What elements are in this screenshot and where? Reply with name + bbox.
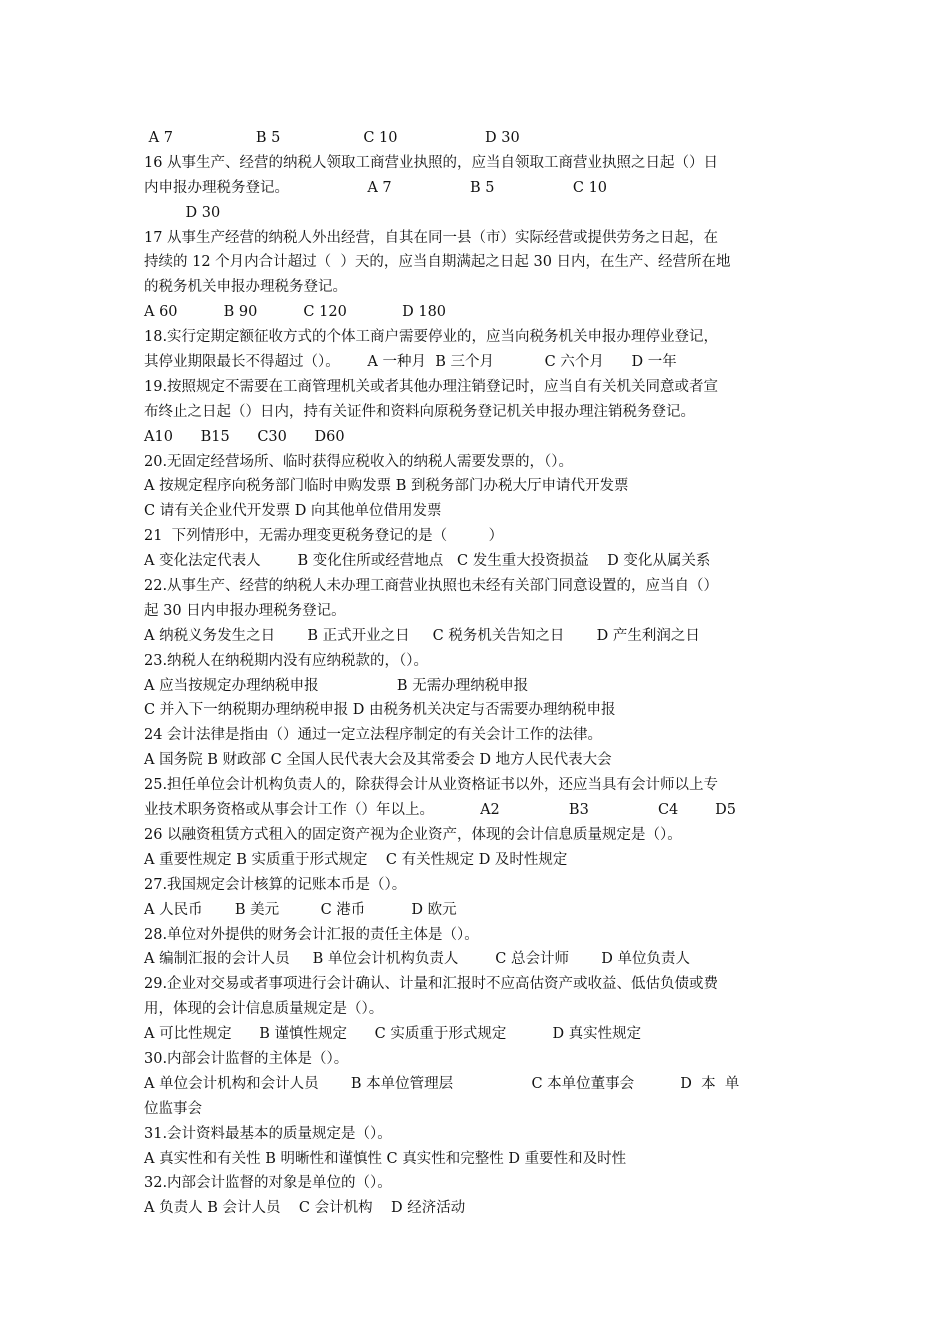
question-18-cont: 其停业期限最长不得超过（）。 A 一种月 B 三个月 C 六个月 D 一年 xyxy=(144,354,677,371)
question-19: 19.按照规定不需要在工商管理机关或者其他办理注销登记时，应当自有关机关同意或者宣 xyxy=(144,378,719,395)
question-25: 25.担任单位会计机构负责人的，除获得会计从业资格证书以外，还应当具有会计师以上专 xyxy=(144,777,719,794)
answer-option-16-d: D 30 xyxy=(144,204,221,221)
question-23: 23.纳税人在纳税期内没有应纳税款的，（）。 xyxy=(144,652,429,669)
question-24: 24 会计法律是指由（）通过一定立法程序制定的有关会计工作的法律。 xyxy=(144,727,603,744)
question-21: 21 下列情形中，无需办理变更税务登记的是（ ） xyxy=(144,528,504,545)
answer-options-23-cont: C 并入下一纳税期办理纳税申报 D 由税务机关决定与否需要办理纳税申报 xyxy=(144,702,616,719)
question-16-cont: 内申报办理税务登记。 A 7 B 5 C 10 xyxy=(144,179,608,196)
question-22-cont: 起 30 日内申报办理税务登记。 xyxy=(144,602,346,619)
question-32: 32.内部会计监督的对象是单位的（）。 xyxy=(144,1175,392,1192)
question-25-cont: 业技术职务资格或从事会计工作（）年以上。 A2 B3 C4 D5 xyxy=(144,802,736,819)
answer-options-32: A 负责人 B 会计人员 C 会计机构 D 经济活动 xyxy=(144,1200,466,1217)
answer-options-15: A 7 B 5 C 10 D 30 xyxy=(144,130,520,146)
question-16: 16 从事生产、经营的纳税人领取工商营业执照的，应当自领取工商营业执照之日起（）日 xyxy=(144,154,719,171)
answer-options-29: A 可比性规定 B 谨慎性规定 C 实质重于形式规定 D 真实性规定 xyxy=(144,1026,642,1043)
question-29: 29.企业对交易或者事项进行会计确认、计量和汇报时不应高估资产或收益、低估负债或费 xyxy=(144,976,719,993)
answer-options-19: A10 B15 C30 D60 xyxy=(144,428,345,445)
question-30: 30.内部会计监督的主体是（）。 xyxy=(144,1050,349,1067)
answer-options-21: A 变化法定代表人 B 变化住所或经营地点 C 发生重大投资损益 D 变化从属关系 xyxy=(144,553,711,570)
question-17-cont: 的税务机关申报办理税务登记。 xyxy=(144,279,347,296)
question-20: 20.无固定经营场所、临时获得应税收入的纳税人需要发票的，（）。 xyxy=(144,453,574,470)
question-27: 27.我国规定会计核算的记账本币是（）。 xyxy=(144,876,407,893)
answer-options-30-cont: 位监事会 xyxy=(144,1100,202,1117)
answer-options-27: A 人民币 B 美元 C 港币 D 欧元 xyxy=(144,901,457,918)
question-31: 31.会计资料最基本的质量规定是（）。 xyxy=(144,1125,392,1142)
answer-options-22: A 纳税义务发生之日 B 正式开业之日 C 税务机关告知之日 D 产生利润之日 xyxy=(144,627,700,644)
answer-options-17: A 60 B 90 C 120 D 180 xyxy=(144,304,447,321)
question-17: 17 从事生产经营的纳税人外出经营，自其在同一县（市）实际经营或提供劳务之日起，在 xyxy=(144,229,719,246)
question-28: 28.单位对外提供的财务会计汇报的责任主体是（）。 xyxy=(144,926,479,943)
answer-options-28: A 编制汇报的会计人员 B 单位会计机构负责人 C 总会计师 D 单位负责人 xyxy=(144,951,690,968)
answer-options-30: A 单位会计机构和会计人员 B 本单位管理层 C 本单位董事会 D 本 单 xyxy=(144,1075,740,1092)
question-19-cont: 布终止之日起（）日内，持有关证件和资料向原税务登记机关申报办理注销税务登记。 xyxy=(144,403,695,420)
question-17-cont: 持续的 12 个月内合计超过（ ）天的，应当自期满起之日起 30 日内，在生产、经营所在地 xyxy=(144,254,731,271)
answer-options-20-cont: C 请有关企业代开发票 D 向其他单位借用发票 xyxy=(144,503,442,520)
answer-options-23: A 应当按规定办理纳税申报 B 无需办理纳税申报 xyxy=(144,677,529,694)
answer-options-20: A 按规定程序向税务部门临时申购发票 B 到税务部门办税大厅申请代开发票 xyxy=(144,478,629,495)
answer-options-26: A 重要性规定 B 实质重于形式规定 C 有关性规定 D 及时性规定 xyxy=(144,851,568,868)
answer-options-24: A 国务院 B 财政部 C 全国人民代表大会及其常委会 D 地方人民代表大会 xyxy=(144,752,612,769)
question-18: 18.实行定期定额征收方式的个体工商户需要停业的，应当向税务机关申报办理停业登记， xyxy=(144,329,719,346)
question-29-cont: 用，体现的会计信息质量规定是（）。 xyxy=(144,1001,384,1018)
document-body xyxy=(144,126,808,1221)
question-26: 26 以融资租赁方式租入的固定资产视为企业资产，体现的会计信息质量规定是（）。 xyxy=(144,826,682,843)
question-22: 22.从事生产、经营的纳税人未办理工商营业执照也未经有关部门同意设置的，应当自（） xyxy=(144,578,719,595)
answer-options-31: A 真实性和有关性 B 明晰性和谨慎性 C 真实性和完整性 D 重要性和及时性 xyxy=(144,1150,627,1167)
